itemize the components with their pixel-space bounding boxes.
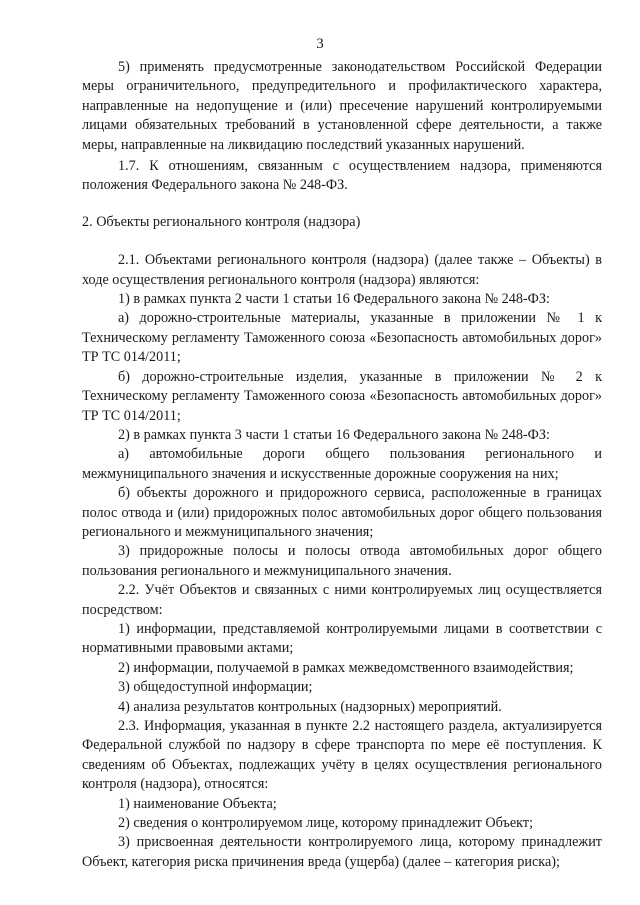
paragraph-2-1-1-a: а) дорожно-строительные материалы, указанные в приложении № 1 к Техническому регламенту Таможенного союза «Безопасность автомобильных дорог» ТР ТС 014/2011; [82,310,602,366]
page-number: 3 [316,36,324,52]
paragraph-2-2-2: 2) информации, получаемой в рамках межведомственного взаимодействия; [118,659,574,676]
paragraph-2-3: 2.3. Информация, указанная в пункте 2.2 настоящего раздела, актуализируется Федеральной службой по надзору в сфере транспорта по мере её поступления. К сведениям об Объектах, подлежащих учёту в целях осуществления регионального контроля (надзора), относятся: [82,718,602,793]
paragraph-2-1: 2.1. Объектами регионального контроля (надзора) (далее также – Объекты) в ходе осуществления регионального контроля (надзора) являются: [82,252,602,288]
paragraph-2-2-3: 3) общедоступной информации; [118,679,313,696]
paragraph-2-1-2-a: а) автомобильные дороги общего пользования регионального и межмуниципального значения и искусственные дорожные сооружения на них; [82,446,602,482]
paragraph-2-3-3: 3) присвоенная деятельности контролируемого лица, которому принадлежит Объект, категория риска причинения вреда (ущерба) (далее – категория риска); [82,834,602,870]
paragraph-2-1-1: 1) в рамках пункта 2 части 1 статьи 16 Федерального закона № 248-ФЗ: [118,291,550,308]
paragraph-2-1-2-b: б) объекты дорожного и придорожного сервиса, расположенные в границах полос отвода и (или) придорожных полос автомобильных дорог общего пользования регионального и межмуниципального значения; [82,485,602,540]
paragraph-2-1-1-b: б) дорожно-строительные изделия, указанные в приложении № 2 к Техническому регламенту Таможенного союза «Безопасность автомобильных дорог» ТР ТС 014/2011; [82,368,602,424]
paragraph-2-3-2: 2) сведения о контролируемом лице, которому принадлежит Объект; [118,815,534,832]
paragraph-2-2-1: 1) информации, представляемой контролируемыми лицами в соответствии с нормативными правовыми актами; [82,620,602,657]
document-body [82,58,602,872]
paragraph-2-2-4: 4) анализа результатов контрольных (надзорных) мероприятий. [118,698,502,715]
paragraph-1-6-5: 5) применять предусмотренные законодательством Российской Федерации меры ограничительного, предупредительного и профилактического характера, направленные на недопущение и (или) пресечение нарушений контролируемыми лицами обязательных требований в установленной сфере деятельности, а также меры, направленные на ликвидацию последствий указанных нарушений. [82,59,602,153]
paragraph-1-7: 1.7. К отношениям, связанным с осуществлением надзора, применяются положения Федерального закона № 248-ФЗ. [82,158,602,194]
paragraph-2-3-1: 1) наименование Объекта; [118,795,277,812]
paragraph-2-2: 2.2. Учёт Объектов и связанных с ними контролируемых лиц осуществляется посредством: [82,582,602,618]
paragraph-2-1-2: 2) в рамках пункта 3 части 1 статьи 16 Федерального закона № 248-ФЗ: [118,426,550,443]
section-2-heading: 2. Объекты регионального контроля (надзора) [82,213,361,230]
paragraph-2-1-3: 3) придорожные полосы и полосы отвода автомобильных дорог общего пользования регионального и межмуниципального значения. [82,543,602,579]
